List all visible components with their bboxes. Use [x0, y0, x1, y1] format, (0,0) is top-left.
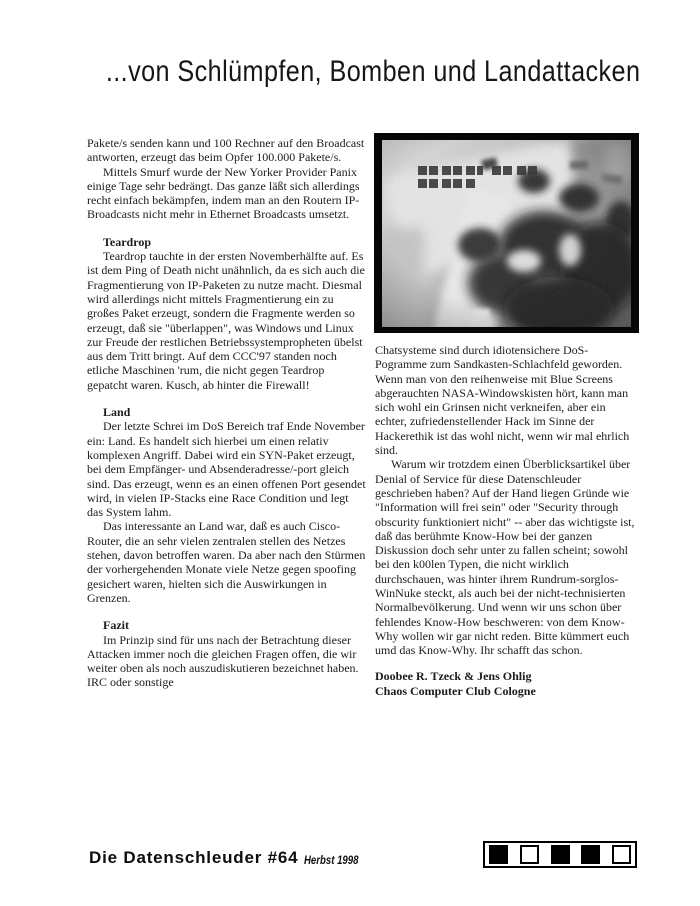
filled-square-mark — [489, 845, 508, 864]
filled-square-mark — [581, 845, 600, 864]
left-column — [87, 136, 367, 690]
article-title: ...von Schlümpfen, Bomben und Landattacken — [105, 55, 640, 88]
author-names: Doobee R. Tzeck & Jens Ohlig — [375, 668, 532, 683]
author-affiliation: Chaos Computer Club Cologne — [375, 683, 536, 698]
section-heading: Teardrop — [103, 234, 152, 249]
body-paragraph: Teardrop tauchte in der ersten Novemberhälfte auf. Es ist dem Ping of Death nicht unähnlich, da es sich auch die Fragmentierung von IP-Paketen zu nutze macht. Diesmal wird allerdings nicht mittels Fragmentierung ein zu großes Paket erzeugt, sondern die Fragmente werden so erzeugt, daß sie "überlappen", was Windows und Linux zur Freude der restlichen Betriebssystempropheten übelst aus dem Tritt bringt. Auf dem CCC'97 standen noch etliche Maschinen 'rum, die nicht gegen Teardrop gepatcht waren. Kusch, ab hinter die Firewall! — [87, 249, 365, 392]
footer-publication-title: Die Datenschleuder #64 — [89, 848, 299, 867]
article-photo — [374, 133, 639, 333]
section-heading: Fazit — [103, 618, 129, 633]
right-column-text — [375, 343, 640, 658]
body-paragraph: Der letzte Schrei im DoS Bereich traf Ende November ein: Land. Es handelt sich hierbei um einen relativ komplexen Angriff. Dabei wird ein SYN-Paket erzeugt, bei dem Empfänger- und Absenderadresse/-port gleich sind. Das erzeugt, wenn es an einen offenen Port gesendet wird, in vielen IP-Stacks eine Race Condition und legt das System lahm. — [87, 419, 366, 520]
body-paragraph: Chatsysteme sind durch idiotensichere DoS-Pogramme zum Sandkasten-Schlachfeld geworden. Wenn man von den reihenweise mit Blue Screens abgerauchten NASA-Windowskisten hört, kann man sich wohl ein Grinsen nicht verkneifen, aber ein echter, zufriedenstellender Hack im Sinne der Hackerethik ist das wohl nicht, wenn wir mal ehrlich sind. — [375, 343, 630, 458]
footer-issue-date: Herbst 1998 — [304, 853, 359, 867]
outline-square-mark — [612, 845, 631, 864]
body-paragraph: Pakete/s senden kann und 100 Rechner auf den Broadcast antworten, erzeugt das beim Opfer 100.000 Pakete/s. — [87, 136, 365, 165]
body-paragraph: Das interessante an Land war, daß es auch Cisco-Router, die an sehr vielen zentralen stellen des Netzes stehen, davon betroffen waren. Da aber nach den Stürmen der vorhergehenden Monate viele Netze gegen spoofing gesichert waren, hielten sich die Auswirkungen in Grenzen. — [87, 519, 366, 605]
section-heading: Land — [103, 405, 131, 420]
filled-square-mark — [551, 845, 570, 864]
right-column — [375, 343, 640, 699]
photo-image — [374, 133, 639, 333]
author-signature — [375, 669, 640, 699]
body-paragraph: Mittels Smurf wurde der New Yorker Provider Panix einige Tage sehr bedrängt. Das ganze läßt sich allerdings recht einfach bekämpfen, indem man an den Routern IP-Broadcasts nicht mehr in Ethernet Broadcasts umsetzt. — [87, 164, 360, 222]
body-paragraph: Warum wir trotzdem einen Überblicksartikel über Denial of Service für diese Datenschleuder geschrieben haben? Auf der Hand liegen Gründe wie "Information will frei sein" oder "Security through obscurity funktioniert nicht" -- aber das wichtigste ist, daß das berühmte Know-How bei der ganzen Diskussion doch sehr unter zu fallen scheint; sowohl bei den k00len Typen, die nicht wirklich durchschauen, was hinter ihrem Rundrum-sorglos-WinNuke steckt, als auch bei der nicht-technisierten Normalbevölkerung. Und wenn wir uns schon über fehlendes Know-How beschweren: von dem Know-Why wollen wir gar nicht reden. Bitte kümmert euch umd das Know-Why. Ihr schafft das schon. — [375, 457, 635, 658]
footer-registration-marks — [483, 841, 637, 868]
outline-square-mark — [520, 845, 539, 864]
body-paragraph: Im Prinzip sind für uns nach der Betrachtung dieser Attacken immer noch die gleichen Fragen offen, die wir weiter oben als noch auszudiskutieren bezeichnet haben. IRC oder sonstige — [87, 632, 359, 690]
